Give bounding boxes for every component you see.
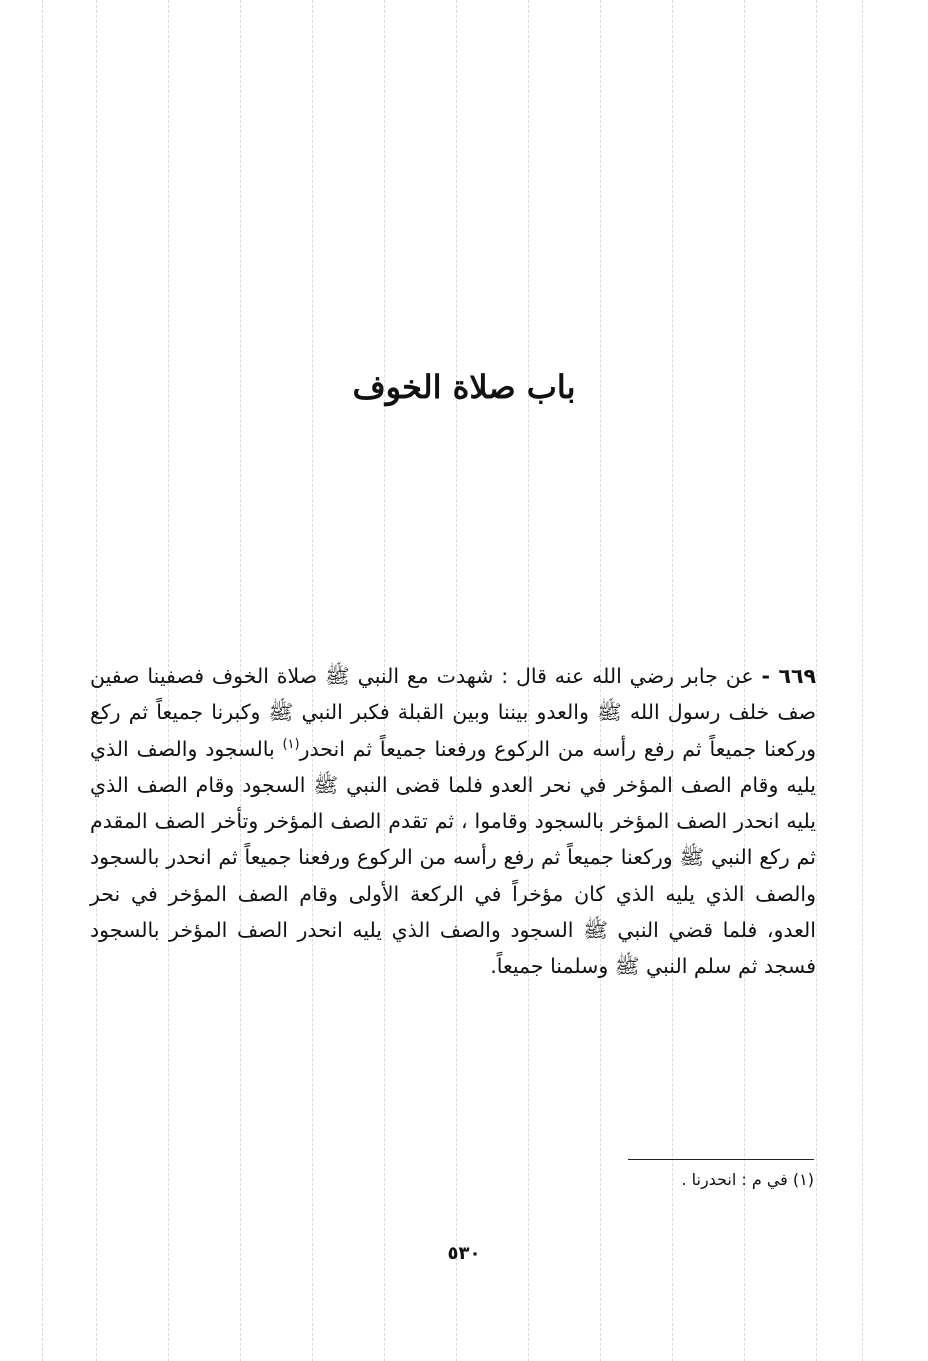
chapter-title: باب صلاة الخوف xyxy=(352,368,576,406)
footnote-divider xyxy=(628,1159,814,1160)
hadith-text-part-1: عن جابر رضي الله عنه قال : شهدت مع النبي ﷺ صلاة الخوف فصفينا صفين صف خلف رسول الله ﷺ والعدو بيننا وبين القبلة فكبر النبي ﷺ وكبرنا جميعاً ثم ركع وركعنا جميعاً ثم رفع رأسه من الركوع ورفعنا جميعاً ثم انحدر xyxy=(90,664,816,761)
hadith-paragraph xyxy=(90,658,816,985)
hadith-text-part-2: بالسجود والصف الذي يليه وقام الصف المؤخر في نحر العدو فلما قضى النبي ﷺ السجود وقام الصف الذي يليه انحدر الصف المؤخر بالسجود وقاموا ، ثم تقدم الصف المؤخر وتأخر الصف المقدم ثم ركع النبي ﷺ وركعنا جميعاً ثم رفع رأسه من الركوع ورفعنا جميعاً ثم انحدر بالسجود والصف الذي يليه الذي كان مؤخراً في الركعة الأولى وقام الصف المؤخر في نحر العدو، فلما قضي النبي ﷺ السجود والصف الذي يليه انحدر الصف المؤخر بالسجود فسجد ثم سلم النبي ﷺ وسلمنا جميعاً. xyxy=(90,736,816,979)
footnote: (١) في م : انحدرنا . xyxy=(681,1170,814,1189)
scan-guide-line xyxy=(862,0,863,1361)
scan-guide-line xyxy=(816,0,817,1361)
footnote-reference[interactable]: (١) xyxy=(282,736,300,752)
scan-guide-line xyxy=(42,0,43,1361)
page-number: ٥٣٠ xyxy=(447,1243,481,1264)
hadith-number: ٦٦٩ - xyxy=(761,664,816,688)
